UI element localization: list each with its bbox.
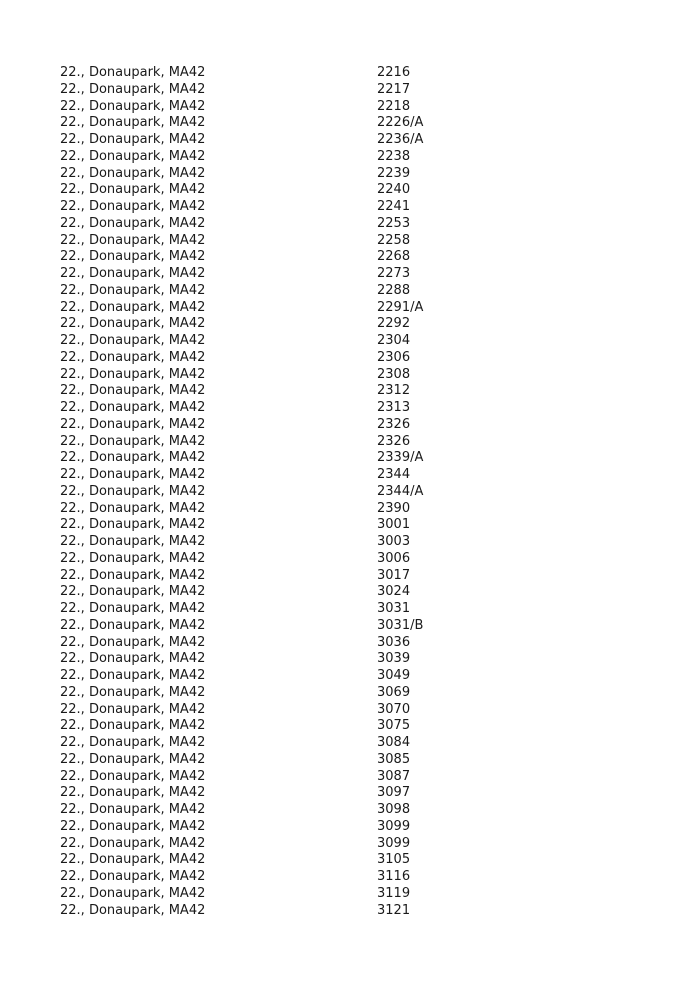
parcel-number: 3006: [377, 550, 411, 566]
list-item: [60, 383, 497, 400]
parcel-number: 3031/B: [377, 617, 424, 633]
parcel-number: 2253: [377, 215, 411, 231]
list-item: [60, 417, 497, 434]
parcel-number: 2390: [377, 500, 411, 516]
list-item: [60, 149, 497, 166]
list-item: [60, 903, 497, 920]
parcel-number: 2326: [377, 416, 411, 432]
location-text: 22., Donaupark, MA42: [60, 249, 206, 265]
location-text: 22., Donaupark, MA42: [60, 383, 206, 399]
parcel-number: 2326: [377, 433, 411, 449]
parcel-number: 2308: [377, 366, 411, 382]
list-item: [60, 350, 497, 367]
list-item: [60, 216, 497, 233]
parcel-number: 3121: [377, 902, 411, 918]
parcel-number: 2291/A: [377, 299, 424, 315]
location-text: 22., Donaupark, MA42: [60, 349, 206, 365]
parcel-number: 2216: [377, 65, 411, 80]
parcel-number: 3031: [377, 601, 411, 616]
list-item: [60, 434, 497, 451]
parcel-number: 3085: [377, 751, 411, 767]
list-item: [60, 852, 497, 869]
list-item: [60, 249, 497, 266]
location-text: 22., Donaupark, MA42: [60, 802, 206, 817]
parcel-number: 2339/A: [377, 450, 424, 466]
parcel-number: 2344/A: [377, 483, 424, 499]
parcel-number: 3075: [377, 718, 411, 734]
location-text: 22., Donaupark, MA42: [60, 450, 206, 466]
location-text: 22., Donaupark, MA42: [60, 617, 206, 633]
list-item: [60, 735, 497, 752]
list-item: [60, 819, 497, 836]
location-text: 22., Donaupark, MA42: [60, 416, 206, 432]
list-item: [60, 132, 497, 149]
parcel-number: 2273: [377, 266, 411, 281]
parcel-number: 3116: [377, 869, 411, 884]
parcel-number: 2288: [377, 282, 411, 298]
list-item: [60, 618, 497, 635]
location-text: 22., Donaupark, MA42: [60, 684, 206, 700]
list-item: [60, 99, 497, 116]
list-item: [60, 300, 497, 317]
parcel-number: 2304: [377, 333, 411, 348]
list-item: [60, 802, 497, 819]
location-text: 22., Donaupark, MA42: [60, 199, 206, 214]
parcel-number: 2239: [377, 165, 411, 181]
list-item: [60, 115, 497, 132]
list-item: [60, 651, 497, 668]
location-text: 22., Donaupark, MA42: [60, 567, 206, 583]
location-text: 22., Donaupark, MA42: [60, 651, 206, 667]
location-text: 22., Donaupark, MA42: [60, 182, 206, 198]
parcel-number: 3036: [377, 634, 411, 650]
list-item: [60, 501, 497, 518]
list-item: [60, 266, 497, 283]
location-text: 22., Donaupark, MA42: [60, 115, 206, 131]
list-item: [60, 65, 497, 82]
list-item: [60, 551, 497, 568]
parcel-number: 2240: [377, 182, 411, 198]
parcel-number: 3105: [377, 852, 411, 868]
parcel-number: 2313: [377, 400, 411, 415]
list-item: [60, 166, 497, 183]
location-text: 22., Donaupark, MA42: [60, 534, 206, 549]
list-item: [60, 584, 497, 601]
location-text: 22., Donaupark, MA42: [60, 885, 206, 901]
location-text: 22., Donaupark, MA42: [60, 299, 206, 315]
list-item: [60, 199, 497, 216]
parcel-number: 3087: [377, 768, 411, 784]
location-text: 22., Donaupark, MA42: [60, 500, 206, 516]
location-text: 22., Donaupark, MA42: [60, 818, 206, 834]
list-item: [60, 450, 497, 467]
parcel-number: 2236/A: [377, 132, 424, 147]
list-item: [60, 467, 497, 484]
location-text: 22., Donaupark, MA42: [60, 316, 206, 332]
list-item: [60, 283, 497, 300]
location-text: 22., Donaupark, MA42: [60, 718, 206, 734]
parcel-number: 3070: [377, 701, 411, 717]
list-item: [60, 484, 497, 501]
list-item: [60, 316, 497, 333]
location-list: [60, 65, 497, 919]
parcel-number: 3099: [377, 818, 411, 834]
parcel-number: 3099: [377, 835, 411, 851]
location-text: 22., Donaupark, MA42: [60, 584, 206, 600]
parcel-number: 3049: [377, 668, 411, 683]
parcel-number: 2344: [377, 467, 411, 482]
list-item: [60, 702, 497, 719]
list-item: [60, 718, 497, 735]
parcel-number: 3084: [377, 735, 411, 750]
parcel-number: 3098: [377, 802, 411, 817]
parcel-number: 2268: [377, 249, 411, 265]
location-text: 22., Donaupark, MA42: [60, 634, 206, 650]
location-text: 22., Donaupark, MA42: [60, 483, 206, 499]
list-item: [60, 333, 497, 350]
list-item: [60, 769, 497, 786]
parcel-number: 3003: [377, 534, 411, 549]
location-text: 22., Donaupark, MA42: [60, 433, 206, 449]
location-text: 22., Donaupark, MA42: [60, 735, 206, 750]
parcel-number: 3017: [377, 567, 411, 583]
list-item: [60, 785, 497, 802]
location-text: 22., Donaupark, MA42: [60, 98, 206, 114]
location-text: 22., Donaupark, MA42: [60, 333, 206, 348]
location-text: 22., Donaupark, MA42: [60, 215, 206, 231]
parcel-number: 2241: [377, 199, 411, 214]
parcel-number: 2217: [377, 81, 411, 97]
location-text: 22., Donaupark, MA42: [60, 366, 206, 382]
parcel-number: 2238: [377, 148, 411, 164]
list-item: [60, 182, 497, 199]
list-item: [60, 668, 497, 685]
list-item: [60, 400, 497, 417]
location-text: 22., Donaupark, MA42: [60, 601, 206, 616]
list-item: [60, 886, 497, 903]
parcel-number: 2218: [377, 98, 411, 114]
list-item: [60, 367, 497, 384]
parcel-number: 2312: [377, 383, 411, 399]
location-text: 22., Donaupark, MA42: [60, 517, 206, 533]
list-item: [60, 635, 497, 652]
location-text: 22., Donaupark, MA42: [60, 751, 206, 767]
location-text: 22., Donaupark, MA42: [60, 266, 206, 281]
location-text: 22., Donaupark, MA42: [60, 852, 206, 868]
list-item: [60, 836, 497, 853]
location-text: 22., Donaupark, MA42: [60, 282, 206, 298]
location-text: 22., Donaupark, MA42: [60, 550, 206, 566]
location-text: 22., Donaupark, MA42: [60, 165, 206, 181]
location-text: 22., Donaupark, MA42: [60, 768, 206, 784]
location-text: 22., Donaupark, MA42: [60, 148, 206, 164]
location-text: 22., Donaupark, MA42: [60, 785, 206, 801]
list-item: [60, 233, 497, 250]
parcel-number: 2258: [377, 232, 411, 248]
parcel-number: 3024: [377, 584, 411, 600]
list-item: [60, 601, 497, 618]
location-text: 22., Donaupark, MA42: [60, 701, 206, 717]
location-text: 22., Donaupark, MA42: [60, 467, 206, 482]
parcel-number: 3097: [377, 785, 411, 801]
list-item: [60, 534, 497, 551]
location-text: 22., Donaupark, MA42: [60, 232, 206, 248]
parcel-number: 3119: [377, 885, 411, 901]
parcel-number: 2292: [377, 316, 411, 332]
location-text: 22., Donaupark, MA42: [60, 835, 206, 851]
location-text: 22., Donaupark, MA42: [60, 902, 206, 918]
parcel-number: 3069: [377, 684, 411, 700]
list-item: [60, 685, 497, 702]
location-text: 22., Donaupark, MA42: [60, 400, 206, 415]
location-text: 22., Donaupark, MA42: [60, 81, 206, 97]
location-text: 22., Donaupark, MA42: [60, 132, 206, 147]
parcel-number: 2306: [377, 349, 411, 365]
parcel-number: 3001: [377, 517, 411, 533]
list-item: [60, 752, 497, 769]
location-text: 22., Donaupark, MA42: [60, 869, 206, 884]
list-item: [60, 82, 497, 99]
list-item: [60, 517, 497, 534]
location-text: 22., Donaupark, MA42: [60, 668, 206, 683]
list-item: [60, 568, 497, 585]
parcel-number: 2226/A: [377, 115, 424, 131]
parcel-number: 3039: [377, 651, 411, 667]
list-item: [60, 869, 497, 886]
location-text: 22., Donaupark, MA42: [60, 65, 206, 80]
